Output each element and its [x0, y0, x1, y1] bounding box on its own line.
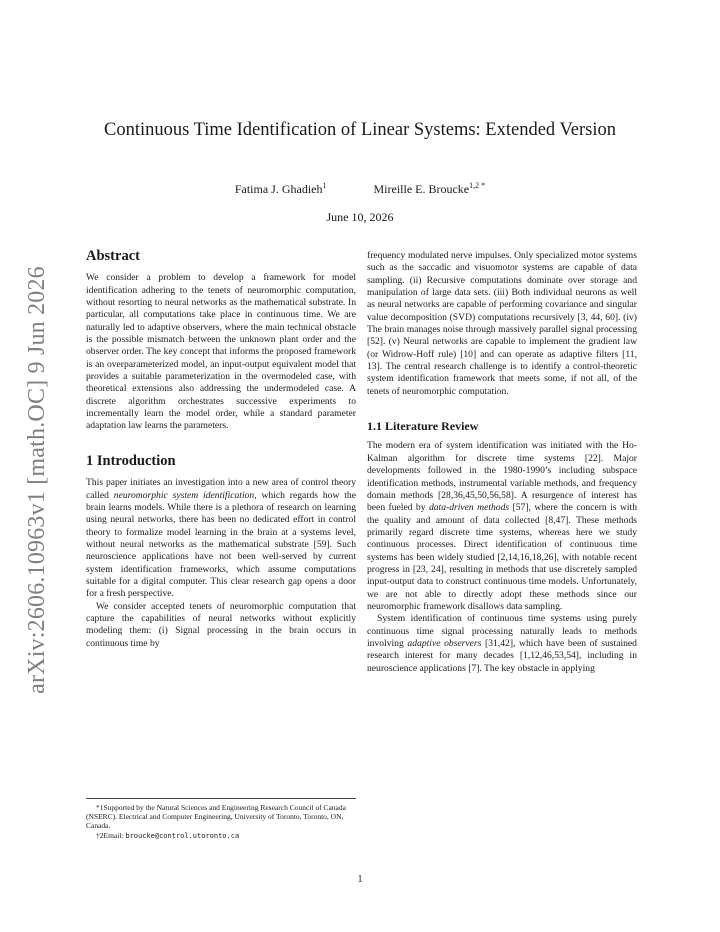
arxiv-identifier: arXiv:2606.10963v1 [math.OC] 9 Jun 2026	[24, 266, 50, 694]
author-2: Mireille E. Broucke$^{1,2 *}$	[373, 181, 486, 196]
intro-paragraph-2: We consider accepted tenets of neuromorphic computation that capture the capabilities of neural networks without explicitly modeling them: (i) Signal processing in the brain occurs in continuous time by	[86, 600, 356, 649]
intro-paragraph-1: This paper initiates an investigation into a new area of control theory called neuromorphic system identification, which regards how the brain learns models. While there is a plethora of research on learning using neural networks, there has been no dedicated effort in control theory to formalize model learning in the brain at a systems level, without neural networks as the mathematical substrate [59]. Such neuroscience applications have not been well-served by current system identification frameworks, which assume computations suitable for a digital computer. This clear research gap opens a door for a fresh perspective.	[86, 477, 356, 600]
literature-paragraph-2: System identification of continuous time systems using purely continuous time signal processing naturally leads to methods involving adaptive observers [31,42], which have been of sustained research interest for many decades [1,12,46,53,54], including in neuroscience applications [7]. The key obstacle in applying	[367, 613, 637, 674]
email-link[interactable]: broucke@control.utoronto.ca	[125, 831, 240, 840]
literature-review-heading: 1.1 Literature Review	[367, 419, 479, 434]
literature-paragraph-1: The modern era of system identification was initiated with the Ho-Kalman algorithm for discrete time systems [22]. Major developments followed in the 1980-1990’s including subspace identification methods, instrumental variable methods, and frequency domain methods [28,36,45,50,56,58]. A resurgence of interest has been fueled by data-driven methods [57], where the concern is with the quality and amount of data collected [8,47]. These methods primarily regard discrete time systems, whereas here we study continuous processes. Direct identification of continuous time systems has been widely studied [2,14,16,18,26], with notable recent progress in [23, 24], resulting in methods that use discretely sampled input-output data to construct continuous time models. Unfortunately, we are not able to directly adopt these methods since our neuromorphic framework disallows data sampling.	[367, 440, 638, 612]
paper-title: Continuous Time Identification of Linear Systems: Extended Version	[104, 120, 616, 140]
author-list	[100, 181, 620, 197]
footnote-1: *1Supported by the Natural Sciences and Engineering Research Council of Canada (NSERC). Electrical and Computer Engineering, University of Toronto, Toronto, ON, Canada.	[86, 803, 346, 831]
footnotes	[86, 798, 356, 841]
author-1: Fatima J. Ghadieh$^1$	[234, 181, 327, 196]
introduction-heading: 1 Introduction	[86, 452, 176, 469]
right-column	[367, 250, 637, 675]
intro-continued-paragraph: frequency modulated nerve impulses. Only specialized motor systems such as the saccadic and visuomotor systems are capable of data sampling. (ii) Recursive computations dominate over storage and manipulation of large data sets. (iii) Both individual neurons as well as neural networks are capable of performing covariance and singular value decomposition (SVD) computations recursively [3, 44, 60]. (iv) The brain manages noise through massively parallel signal processing [52]. (v) Neural networks are capable to implement the gradient law (or Widrow-Hoff rule) [10] and can operate as adaptive filters [11, 13]. The central research challenge is to identify a control-theoretic system identification framework that meets some, if not all, of the tenets of neuromorphic computation.	[367, 250, 637, 397]
abstract-text: We consider a problem to develop a framework for model identification adhering to the tenets of neuromorphic computation, without resorting to neural networks as the mathematical substrate. In particular, all computations take place in continuous time. We are naturally led to adaptive observers, where the main technical obstacle is the possible mismatch between the unknown plant order and the observer order. The key concept that informs the proposed framework is an overparameterized model, an input-output equivalent model that provides a suitable parameterization in the overmodeled case, with theoretical extensions also addressing the undermodeled case. A discrete algorithm orchestrates successive experiments to incrementally learn the model order, while a standard parameter adaptation law learns the parameters.	[86, 272, 356, 432]
left-column	[86, 250, 356, 650]
abstract-heading: Abstract	[86, 248, 140, 264]
footnote-2: †2Email: broucke@control.utoronto.ca	[96, 830, 240, 840]
page-number: 1	[357, 874, 363, 885]
paper-date: June 10, 2026	[326, 210, 394, 224]
